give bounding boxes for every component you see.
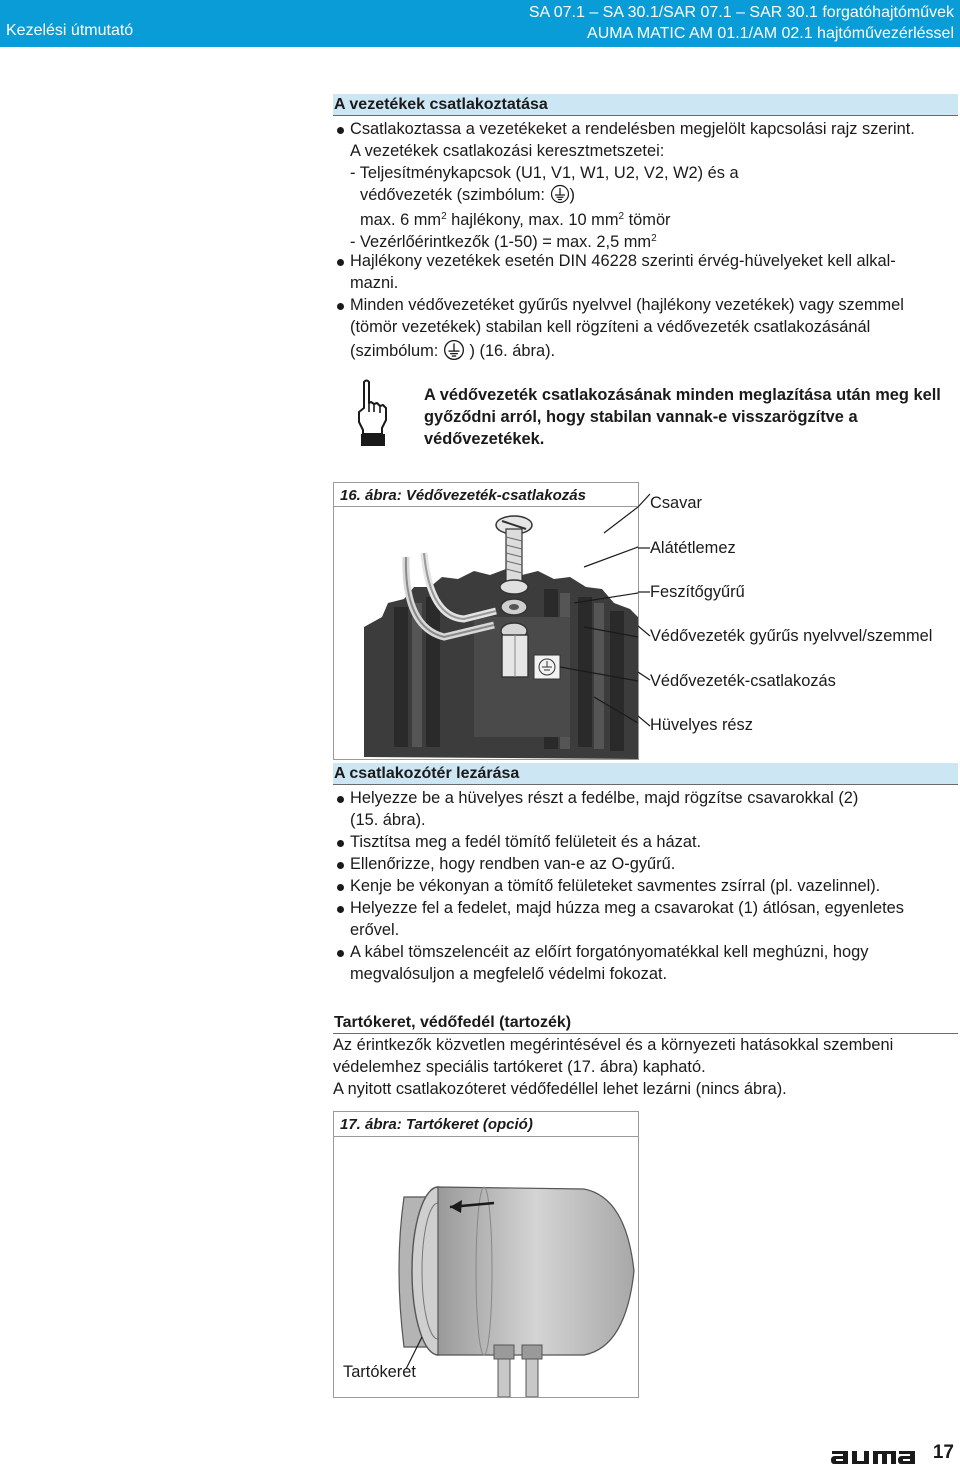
bullet [337,950,344,957]
paragraph: - Teljesítménykapcsok (U1, V1, W1, U2, V2, W2) és a [350,164,739,182]
product-title [529,2,954,44]
paragraph: erővel. [350,921,400,939]
label-protective-connection: Védővezeték-csatlakozás [650,672,836,690]
superscript: 2 [618,211,625,222]
paragraph: védelemhez speciális tartókeret (17. ábra) kapható. [333,1058,706,1076]
product-title-line2: AUMA MATIC AM 01.1/AM 02.1 hajtóművezérléssel [587,25,954,42]
product-title-line1: SA 07.1 – SA 30.1/SAR 07.1 – SAR 30.1 forgatóhajtóművek [528,4,954,21]
label-screw: Csavar [650,494,702,512]
bullet [337,796,344,803]
bullet [337,259,344,266]
section-heading-connecting-cables: A vezetékek csatlakoztatása [333,94,958,116]
label-washer: Alátétlemez [650,539,736,557]
label-socket-part: Hüvelyes rész [650,716,753,734]
paragraph: A kábel tömszelencéit az előírt forgatónyomatékkal kell meghúzni, hogy [350,943,869,961]
label-mounting-frame: Tartókeret [343,1363,416,1381]
bullet [337,840,344,847]
bullet [337,884,344,891]
paragraph: Hajlékony vezetékek esetén DIN 46228 szerinti érvég-hüvelyeket kell alkal- [350,252,896,270]
paragraph: (tömör vezetékek) stabilan kell rögzíteni a védővezeték csatlakozásánál [350,318,871,336]
paragraph: Ellenőrizze, hogy rendben van-e az O-gyűrű. [350,855,676,873]
paragraph [360,184,575,206]
document-title: Kezelési útmutató [6,22,134,39]
bullet [337,303,344,310]
text: védővezeték (szimbólum: [360,186,545,204]
label-protective-conductor: Védővezeték gyűrűs nyelvvel/szemmel [650,627,933,645]
section-heading-closing-terminal: A csatlakozótér lezárása [333,763,958,785]
auma-logo [830,1447,916,1467]
paragraph: Az érintkezők közvetlen megérintésével és a környezeti hatásokkal szembeni [333,1036,894,1054]
paragraph [350,339,555,362]
paragraph: megvalósuljon a megfelelő védelmi fokozat. [350,965,668,983]
protective-earth-connection-illustration [334,507,638,759]
paragraph: Kenje be vékonyan a tömítő felületeket savmentes zsírral (pl. vazelinnel). [350,877,881,895]
text: hajlékony, max. 10 mm [446,211,619,229]
paragraph: (15. ábra). [350,811,426,829]
text: ) (16. ábra). [469,342,556,360]
bullet [337,127,344,134]
figure-16-caption: 16. ábra: Védővezeték-csatlakozás [340,487,586,504]
warning-text: A védővezeték csatlakozásának minden meglazítása után meg kell győződni arról, hogy stabilan vannak-e visszarögzítve a védővezetékek. [424,386,941,448]
paragraph: Csatlakoztassa a vezetékeket a rendelésben megjelölt kapcsolási rajz szerint. [350,120,915,138]
paragraph: A nyitott csatlakozóteret védőfedéllel lehet lezárni (nincs ábra). [333,1080,787,1098]
pointing-hand-icon [350,378,392,448]
text: max. 6 mm [360,211,442,229]
bullet [337,906,344,913]
paragraph: Minden védővezetéket gyűrűs nyelvvel (hajlékony vezetékek) vagy szemmel [350,296,904,314]
figure-17-caption: 17. ábra: Tartókeret (opció) [340,1116,533,1133]
mounting-frame-illustration [334,1137,638,1397]
section-heading-frame-cover: Tartókeret, védőfedél (tartozék) [333,1012,958,1034]
text: tömör [624,211,671,229]
earth-ground-icon [443,339,465,361]
label-tension-ring: Feszítőgyűrű [650,583,745,601]
paragraph: A vezetékek csatlakozási keresztmetszetei: [350,142,665,160]
earth-ground-icon [550,184,570,204]
paragraph: Tisztítsa meg a fedél tömítő felületeit és a házat. [350,833,702,851]
page-number: 17 [932,1442,954,1463]
text: ) [569,186,575,204]
superscript: 2 [651,233,657,244]
superscript: 2 [441,211,447,222]
paragraph: Helyezze be a hüvelyes részt a fedélbe, majd rögzítse csavarokkal (2) [350,789,859,807]
callout-connectors [638,490,654,740]
text: (szimbólum: [350,342,439,360]
text: - Vezérlőérintkezők (1-50) = max. 2,5 mm [350,233,652,251]
paragraph: mazni. [350,274,399,292]
bullet [337,862,344,869]
paragraph: Helyezze fel a fedelet, majd húzza meg a csavarokat (1) átlósan, egyenletes [350,899,904,917]
